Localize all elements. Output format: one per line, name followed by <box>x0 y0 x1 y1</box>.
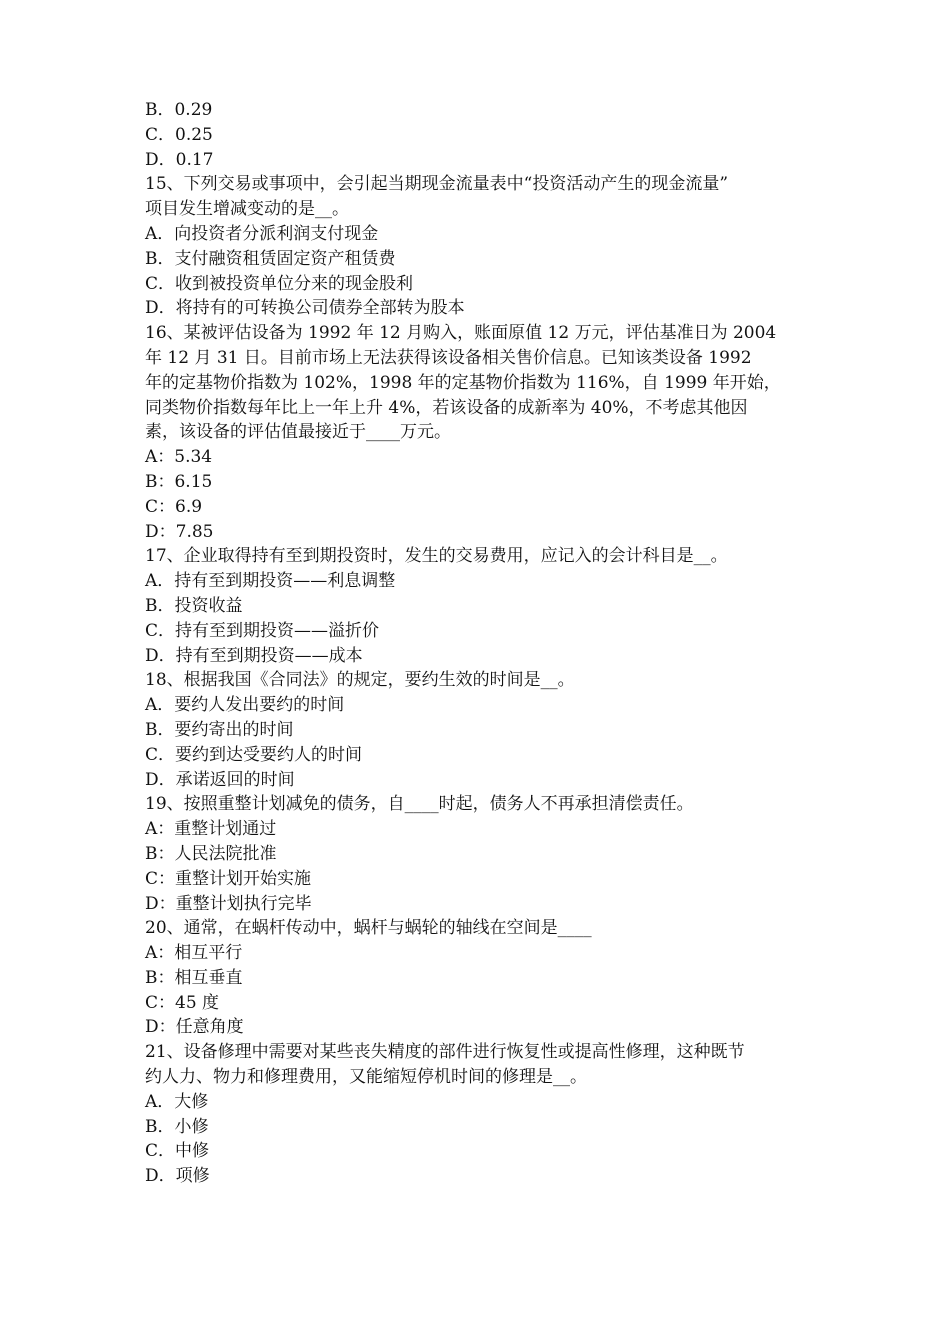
answer-option: B．0.29 <box>145 100 213 120</box>
answer-option: C：6.9 <box>145 496 203 517</box>
answer-option: C：重整计划开始实施 <box>145 868 312 889</box>
question-line: 年 12 月 31 日。目前市场上无法获得该设备相关售价信息。已知该类设备 1992 <box>145 347 752 368</box>
answer-option: C：45 度 <box>145 992 220 1013</box>
question-line: 17、企业取得持有至到期投资时，发生的交易费用，应记入的会计科目是__。 <box>145 546 728 567</box>
answer-option: B．要约寄出的时间 <box>145 719 294 740</box>
answer-option: D．持有至到期投资——成本 <box>145 645 363 666</box>
answer-option: B．投资收益 <box>145 595 243 616</box>
question-line: 约人力、物力和修理费用，又能缩短停机时间的修理是__。 <box>145 1067 587 1088</box>
question-stem <box>145 916 810 941</box>
answer-option: C．要约到达受要约人的时间 <box>145 744 363 765</box>
answer-option: B：相互垂直 <box>145 967 243 988</box>
answer-option: A．大修 <box>145 1091 209 1112</box>
answer-option: D：7.85 <box>145 521 214 542</box>
question-stem <box>145 321 810 445</box>
answer-option: C．0.25 <box>145 124 213 145</box>
question-stem <box>145 544 810 569</box>
question-stem <box>145 1040 810 1090</box>
question-line: 同类物价指数每年比上一年上升 4%，若该设备的成新率为 40%，不考虑其他因 <box>145 397 748 418</box>
question-list <box>145 98 810 1189</box>
answer-option: D．0.17 <box>145 149 214 170</box>
answer-option: B：人民法院批准 <box>145 843 277 864</box>
answer-option: A．持有至到期投资——利息调整 <box>145 571 396 592</box>
answer-option: C．持有至到期投资——溢折价 <box>145 620 380 641</box>
question-line: 项目发生增减变动的是__。 <box>145 199 349 220</box>
answer-option: D：重整计划执行完毕 <box>145 893 312 914</box>
question-line: 19、按照重整计划减免的债务，自____时起，债务人不再承担清偿责任。 <box>145 794 694 815</box>
question-stem <box>145 792 810 817</box>
question-stem <box>145 172 810 222</box>
answer-option: D．将持有的可转换公司债券全部转为股本 <box>145 298 465 319</box>
answer-option: D：任意角度 <box>145 1017 244 1038</box>
answer-option: B．支付融资租赁固定资产租赁费 <box>145 248 396 269</box>
question-line: 素，该设备的评估值最接近于____万元。 <box>145 422 451 443</box>
answer-option: A：相互平行 <box>145 943 243 964</box>
question-line: 16、某被评估设备为 1992 年 12 月购入，账面原值 12 万元，评估基准日为 2004 <box>145 323 777 344</box>
answer-option: A：重整计划通过 <box>145 819 277 840</box>
answer-option: A．要约人发出要约的时间 <box>145 695 345 716</box>
answer-option: A：5.34 <box>145 447 213 468</box>
question-stem <box>145 668 810 693</box>
answer-option: D．项修 <box>145 1166 210 1187</box>
answer-option: B：6.15 <box>145 471 213 492</box>
answer-option: D．承诺返回的时间 <box>145 769 295 790</box>
answer-option: C．收到被投资单位分来的现金股利 <box>145 273 414 294</box>
question-line: 年的定基物价指数为 102%，1998 年的定基物价指数为 116%，自 1999 年开始， <box>145 372 781 393</box>
answer-option: B．小修 <box>145 1116 209 1137</box>
answer-option: C．中修 <box>145 1141 210 1162</box>
answer-option: A．向投资者分派利润支付现金 <box>145 223 379 244</box>
question-line: 18、根据我国《合同法》的规定，要约生效的时间是__。 <box>145 670 575 691</box>
question-line: 15、下列交易或事项中，会引起当期现金流量表中“投资活动产生的现金流量” <box>145 174 729 195</box>
question-line: 20、通常，在蜗杆传动中，蜗杆与蜗轮的轴线在空间是____ <box>145 918 592 939</box>
question-line: 21、设备修理中需要对某些丧失精度的部件进行恢复性或提高性修理，这种既节 <box>145 1042 745 1063</box>
